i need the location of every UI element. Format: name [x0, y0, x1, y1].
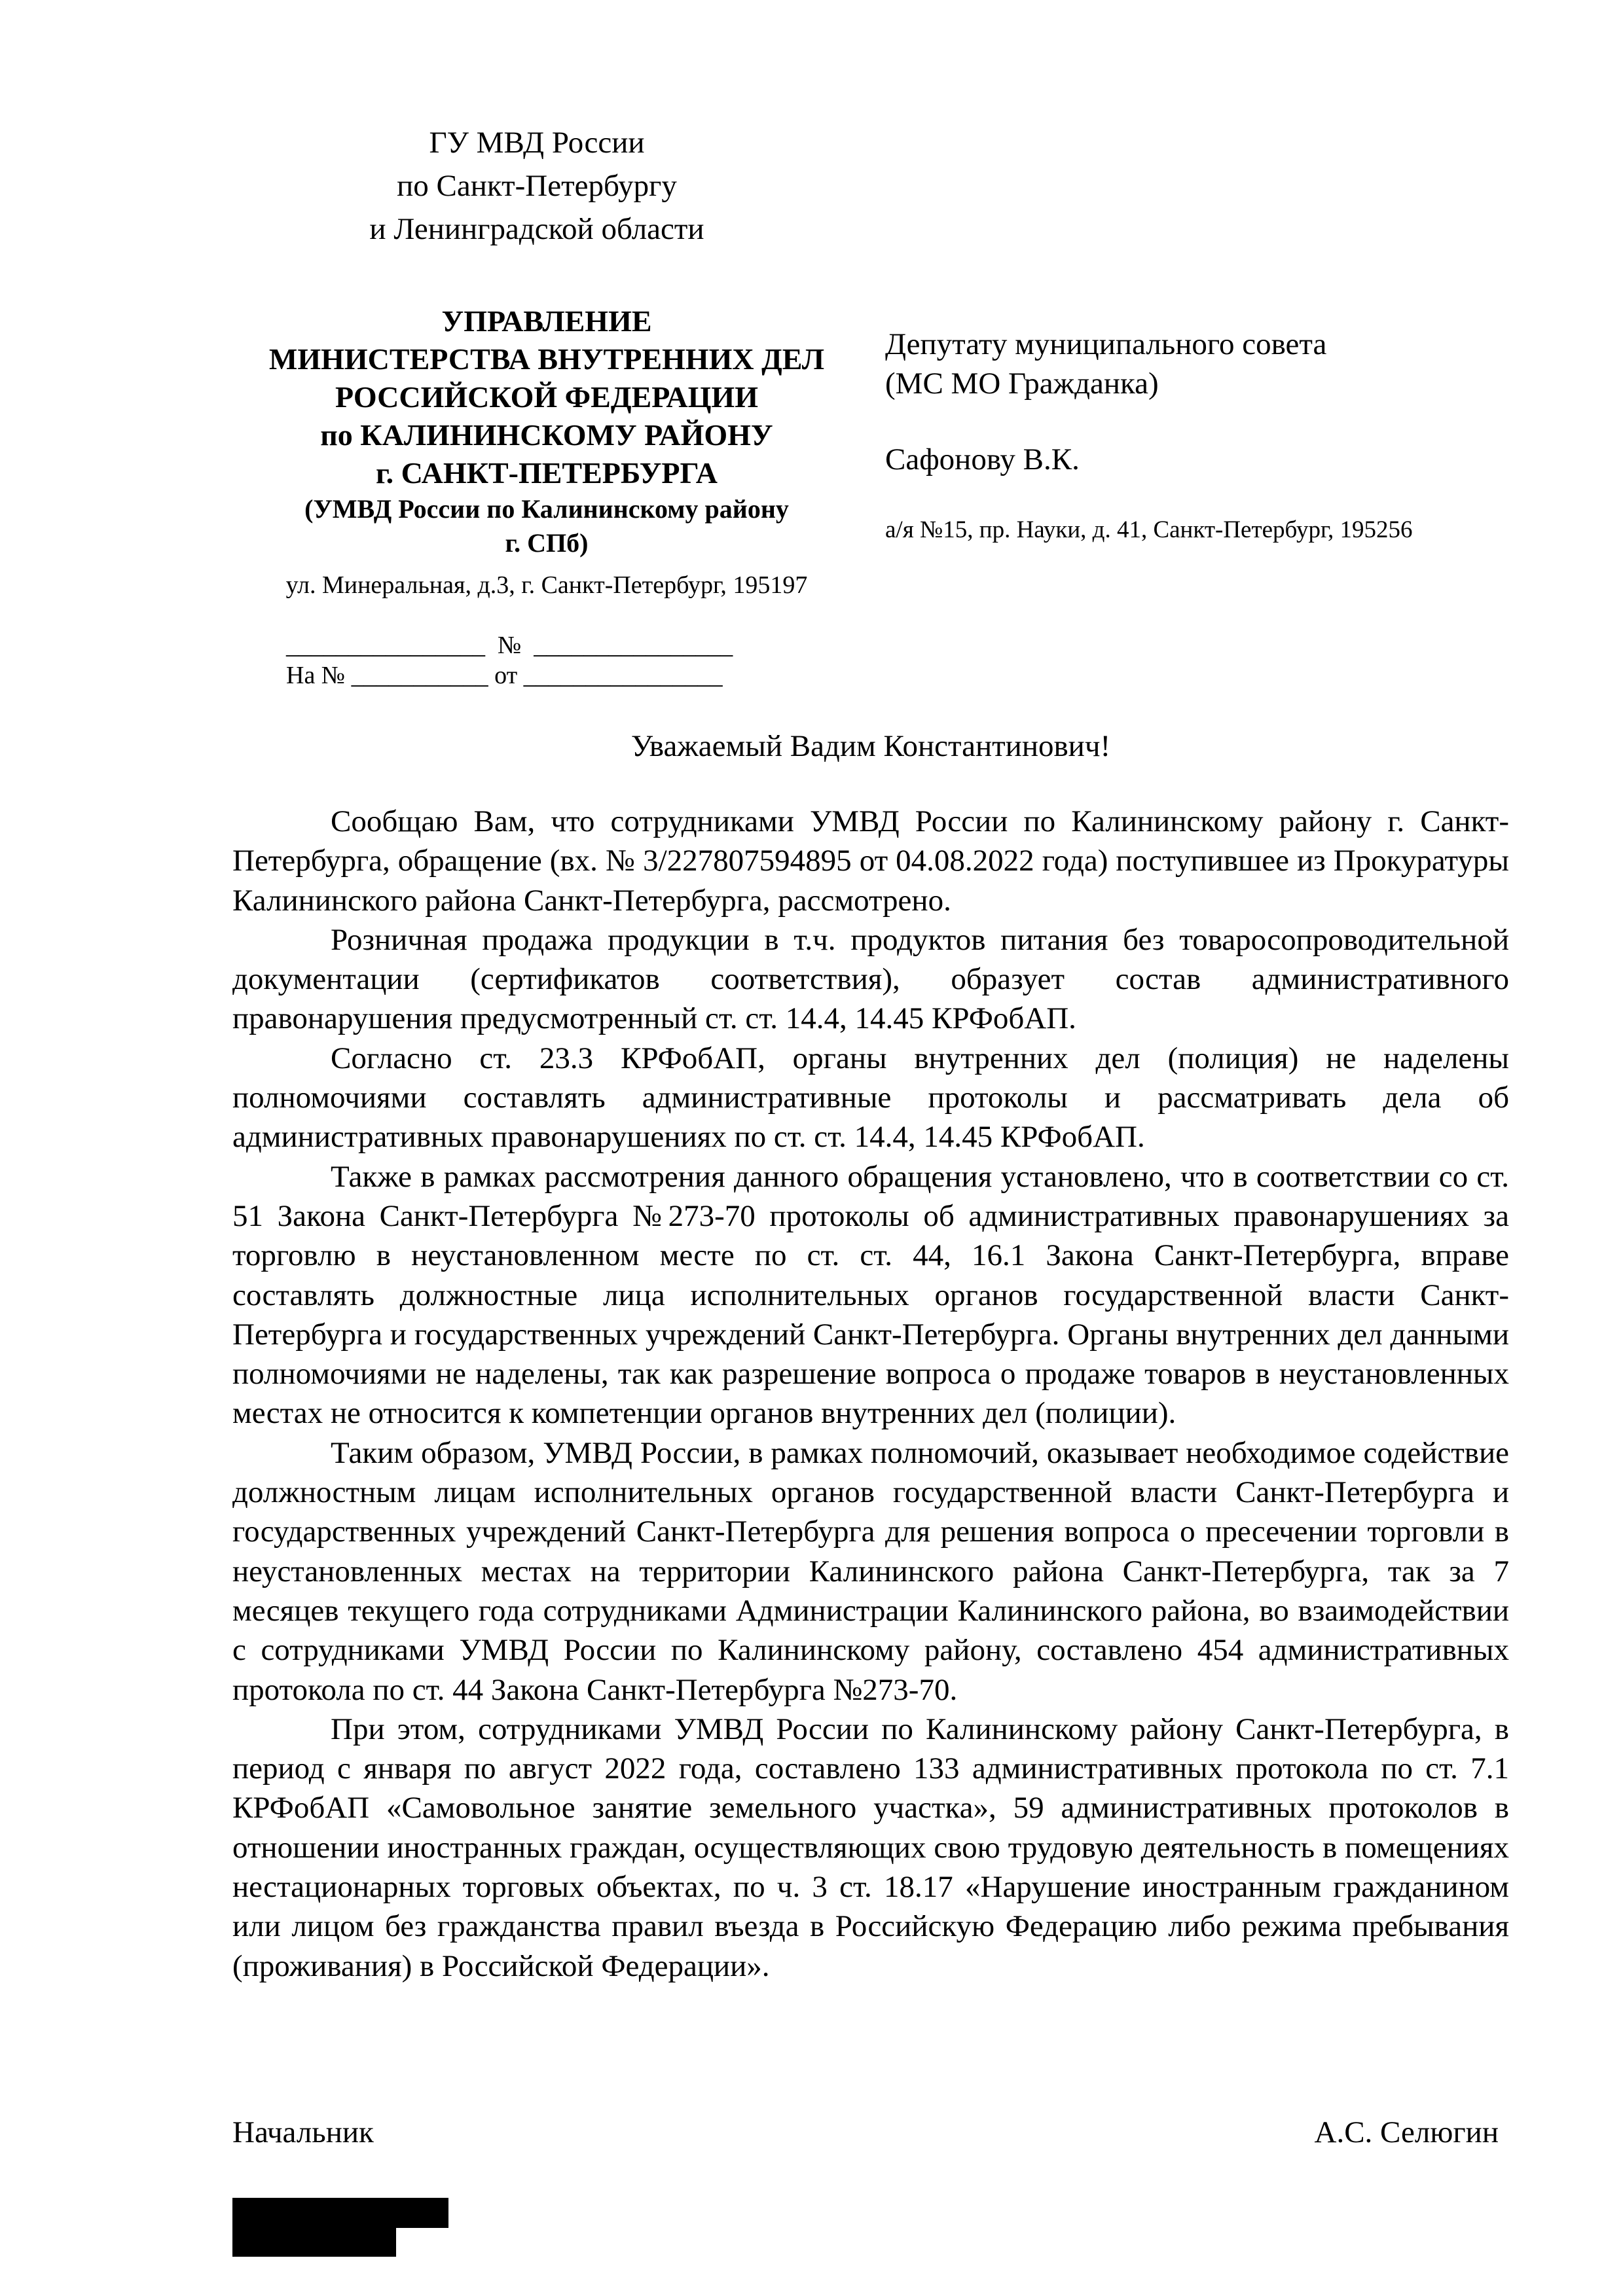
ministry-header: [268, 121, 805, 251]
redacted-block: [232, 2228, 396, 2257]
department-name-line: МИНИСТЕРСТВА ВНУТРЕННИХ ДЕЛ: [268, 342, 825, 376]
body-paragraph: Таким образом, УМВД России, в рамках полномочий, оказывает необходимое содействие должностным лицам исполнительных органов государственной власти Санкт-Петербурга и государственных учреждений Санкт-Петербурга для решения вопроса о пресечении торговли в неустановленных местах на территории Калининского района Санкт-Петербурга, так за 7 месяцев текущего года сотрудниками Администрации Калининского района, во взаимодействии с сотрудниками УМВД России по Калининскому району, составлено 454 административных протокола по ст. 44 Закона Санкт-Петербурга №273-70.: [232, 1435, 1509, 1707]
recipient-line: (МС МО Гражданка): [885, 367, 1159, 401]
recipient-block: [885, 325, 1540, 479]
department-name-line: РОССИЙСКОЙ ФЕДЕРАЦИИ: [335, 380, 758, 414]
ministry-line: и Ленинградской области: [369, 212, 704, 246]
recipient-line: Депутату муниципального совета: [885, 327, 1327, 361]
letter-body: [232, 802, 1509, 1986]
body-paragraph: Розничная продажа продукции в т.ч. продуктов питания без товаросопроводительной документации (сертификатов соответствия), образует состав административного правонарушения предусмотренный ст. ст. 14.4, 14.45 КРФобАП.: [232, 922, 1509, 1036]
greeting: Уважаемый Вадим Константинович!: [630, 729, 1111, 763]
ministry-line: ГУ МВД России: [429, 126, 645, 160]
registration-number-line: ________________ № ________________: [286, 632, 733, 659]
department-block: [232, 302, 861, 560]
signatory-name: А.С. Селюгин: [1314, 2115, 1499, 2149]
body-paragraph: Сообщаю Вам, что сотрудниками УМВД России по Калининскому району г. Санкт-Петербурга, обращение (вх. № 3/227807594895 от 04.08.2022 года) поступившее из Прокуратуры Калининского района Санкт-Петербурга, рассмотрено.: [232, 804, 1509, 918]
department-name-line: г. САНКТ-ПЕТЕРБУРГА: [375, 456, 718, 490]
reply-reference-line: На № ___________ от ________________: [286, 662, 723, 689]
department-short-name-line: (УМВД России по Калининскому району: [304, 494, 789, 524]
department-name-line: УПРАВЛЕНИЕ: [441, 304, 652, 338]
recipient-name: Сафонову В.К.: [885, 442, 1080, 476]
body-paragraph: Согласно ст. 23.3 КРФобАП, органы внутренних дел (полиция) не наделены полномочиями составлять административные протоколы и рассматривать дела об административных правонарушениях по ст. ст. 14.4, 14.45 КРФобАП.: [232, 1041, 1509, 1155]
redacted-block: [232, 2198, 448, 2228]
department-address: ул. Минеральная, д.3, г. Санкт-Петербург, 195197: [285, 571, 808, 599]
recipient-address: а/я №15, пр. Науки, д. 41, Санкт-Петербург, 195256: [885, 516, 1413, 543]
department-name-line: по КАЛИНИНСКОМУ РАЙОНУ: [320, 418, 773, 452]
body-paragraph: Также в рамках рассмотрения данного обращения установлено, что в соответствии со ст. 51 Закона Санкт-Петербурга №273-70 протоколы об административных правонарушениях за торговлю в неустановленном месте по ст. ст. 44, 16.1 Закона Санкт-Петербурга, вправе составлять должностные лица исполнительных органов государственной власти Санкт-Петербурга и государственных учреждений Санкт-Петербурга. Органы внутренних дел данными полномочиями не наделены, так как разрешение вопроса о продаже товаров в неустановленных местах не относится к компетенции органов внутренних дел (полиции).: [232, 1159, 1509, 1431]
signatory-title: Начальник: [232, 2115, 374, 2149]
ministry-line: по Санкт-Петербургу: [397, 169, 677, 203]
department-short-name-line: г. СПб): [505, 528, 589, 558]
body-paragraph: При этом, сотрудниками УМВД России по Калининскому району Санкт-Петербурга, в период с января по август 2022 года, составлено 133 административных протокола по ст. 7.1 КРФобАП «Самовольное занятие земельного участка», 59 административных протоколов в отношении иностранных граждан, осуществляющих свою трудовую деятельность в помещениях нестационарных торговых объектах, по ч. 3 ст. 18.17 «Нарушение иностранным гражданином или лицом без гражданства правил въезда в Российскую Федерацию либо режима пребывания (проживания) в Российской Федерации».: [232, 1712, 1509, 1983]
